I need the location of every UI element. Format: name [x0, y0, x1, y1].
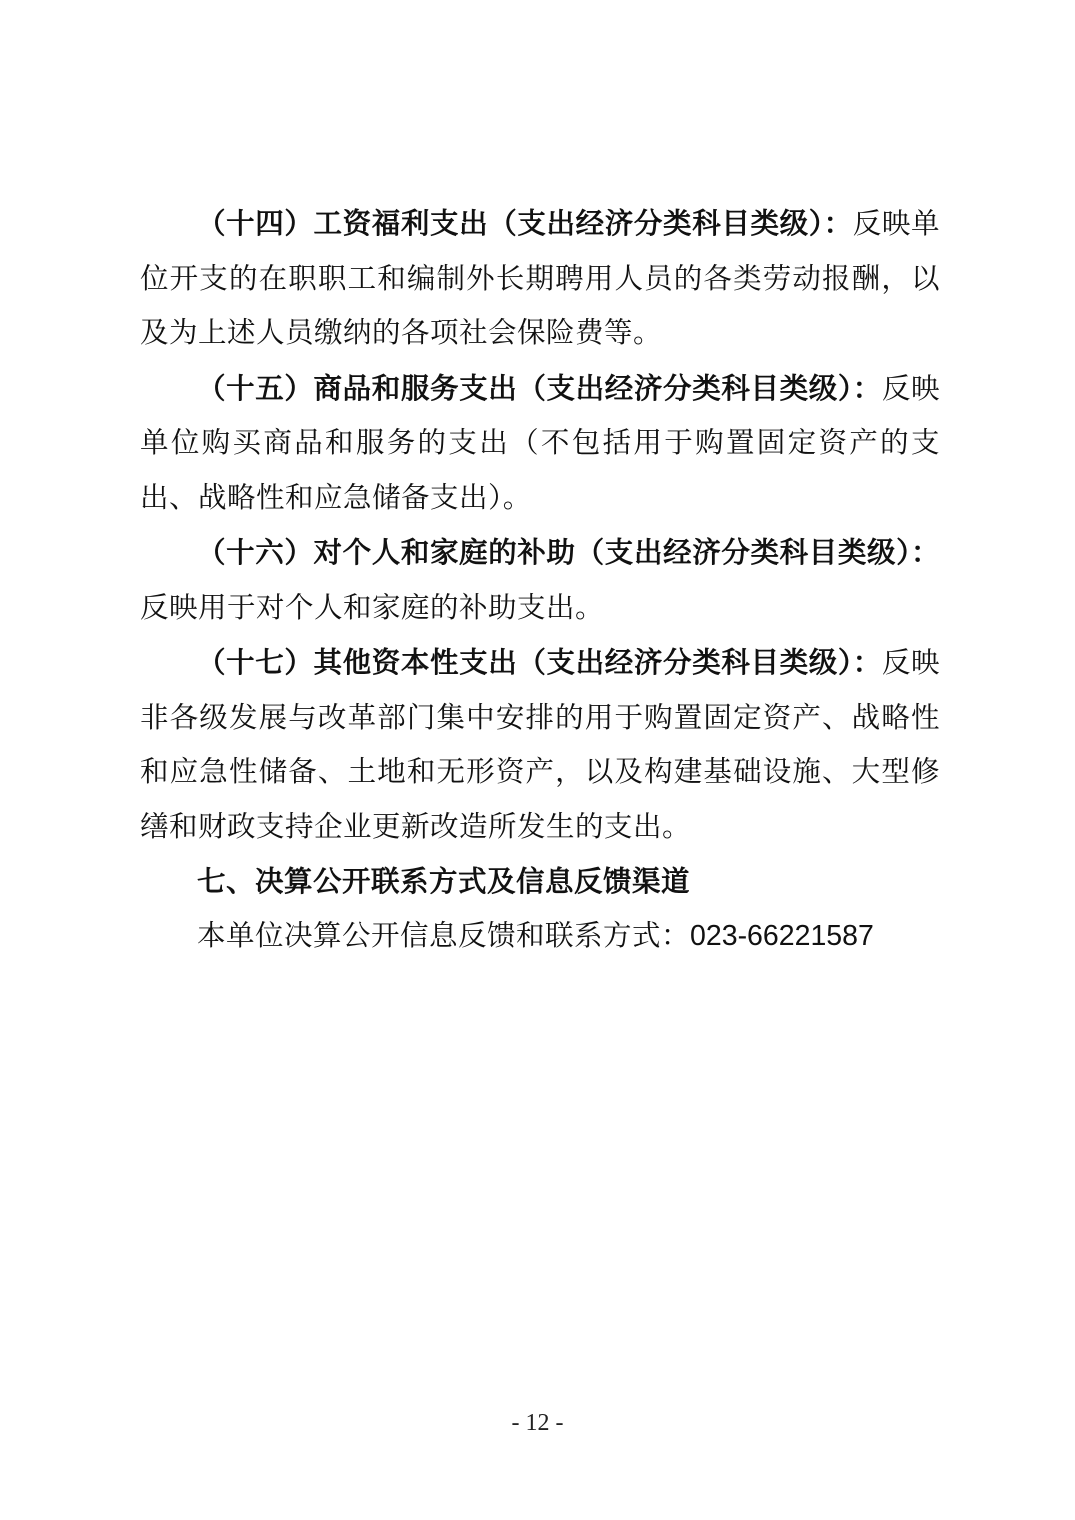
definition-item-14 [140, 196, 940, 361]
contact-label: 本单位决算公开信息反馈和联系方式： [197, 918, 691, 952]
definition-item-17 [140, 635, 940, 854]
definition-term: （十四）工资福利支出（支出经济分类科目类级）： [197, 206, 853, 240]
contact-line [140, 909, 940, 964]
definition-term: （十五）商品和服务支出（支出经济分类科目类级）： [197, 370, 882, 405]
contact-phone: 023-66221587 [690, 919, 874, 952]
definition-item-15 [140, 361, 940, 526]
page-number: - 12 - [511, 1410, 564, 1436]
page-content [140, 196, 940, 963]
definition-description: 反映用于对个人和家庭的补助支出。 [140, 590, 605, 624]
section-heading: 七、决算公开联系方式及信息反馈渠道 [197, 864, 691, 898]
definition-item-16 [140, 525, 940, 635]
definition-description: 反映单位开支的在职职工和编制外长期聘用人员的各类劳动报酬，以及为上述人员缴纳的各项社会保险费等。 [140, 207, 940, 349]
definition-description: 反映单位购买商品和服务的支出（不包括用于购置固定资产的支出、战略性和应急储备支出）。 [140, 371, 940, 514]
definition-term: （十七）其他资本性支出（支出经济分类科目类级）： [197, 645, 882, 679]
definition-term: （十六）对个人和家庭的补助（支出经济分类科目类级）： [197, 535, 940, 569]
definition-description: 反映非各级发展与改革部门集中安排的用于购置固定资产、战略性和应急性储备、土地和无形资产，以及构建基础设施、大型修缮和财政支持企业更新改造所发生的支出。 [140, 646, 940, 843]
